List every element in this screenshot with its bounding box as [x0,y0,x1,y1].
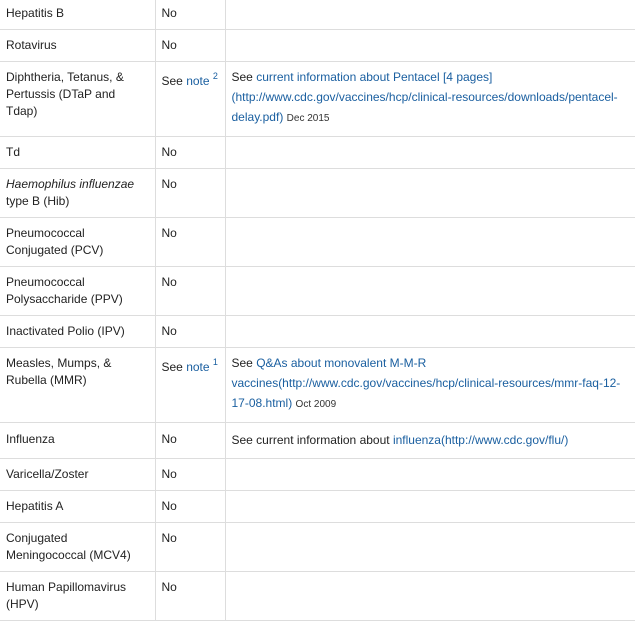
vaccine-status [155,62,225,137]
vaccine-name: Inactivated Polio (IPV) [0,316,155,348]
vaccine-status: No [155,0,225,30]
vaccine-info [225,267,635,316]
status-prefix: See [161,74,183,88]
mmr-faq-link[interactable]: Q&As about monovalent M-M-R vaccines(http://www.cdc.gov/vaccines/hcp/clinical-resources/mmr-faq-12-17-08.html) [231,356,621,410]
vaccine-info [225,572,635,621]
table-row [0,0,635,30]
vaccine-status: No [155,523,225,572]
vaccine-name [0,169,155,218]
vaccine-info [225,491,635,523]
vaccine-status: No [155,218,225,267]
vaccine-name: Pneumococcal Polysaccharide (PPV) [0,267,155,316]
vaccine-info [225,316,635,348]
table-row [0,169,635,218]
status-prefix: See [161,360,183,374]
vaccine-info [225,30,635,62]
vaccine-info [225,218,635,267]
table-row [0,459,635,491]
table-row [0,348,635,423]
vaccine-status: No [155,491,225,523]
vaccine-status [155,348,225,423]
vaccine-name: Hepatitis B [0,0,155,30]
note-superscript[interactable]: 1 [212,357,218,367]
info-prefix: See [231,70,253,84]
vaccine-name: Conjugated Meningococcal (MCV4) [0,523,155,572]
vaccine-info [225,137,635,169]
vaccine-info [225,348,635,423]
note-link[interactable]: note [186,360,210,374]
vaccine-name: Influenza [0,423,155,459]
vaccine-name-rest: type B (Hib) [6,194,70,208]
vaccine-name: Hepatitis A [0,491,155,523]
vaccine-info [225,423,635,459]
vaccine-status: No [155,169,225,218]
info-date: Dec 2015 [286,113,330,124]
vaccine-name: Measles, Mumps, & Rubella (MMR) [0,348,155,423]
vaccine-info [225,523,635,572]
info-prefix: See current information about [231,433,390,447]
influenza-link[interactable]: influenza(http://www.cdc.gov/flu/) [392,433,569,447]
vaccine-name: Td [0,137,155,169]
table-row [0,423,635,459]
vaccine-status: No [155,316,225,348]
vaccine-name: Diphtheria, Tetanus, & Pertussis (DTaP and Tdap) [0,62,155,137]
vaccine-name: Pneumococcal Conjugated (PCV) [0,218,155,267]
vaccine-status: No [155,267,225,316]
vaccine-status: No [155,30,225,62]
vaccine-status: No [155,572,225,621]
vaccine-info [225,459,635,491]
table-row [0,30,635,62]
vaccine-status: No [155,459,225,491]
info-prefix: See [231,356,253,370]
vaccine-status: No [155,137,225,169]
table-row [0,218,635,267]
table-row [0,267,635,316]
vaccine-name: Varicella/Zoster [0,459,155,491]
vaccine-name: Human Papillomavirus (HPV) [0,572,155,621]
pentacel-info-link[interactable]: current information about Pentacel [4 pages] (http://www.cdc.gov/vaccines/hcp/clinical-resources/downloads/pentacel-delay.pdf) [231,70,618,124]
table-row [0,137,635,169]
note-superscript[interactable]: 2 [212,71,218,81]
table-row [0,62,635,137]
vaccine-name-italic: Haemophilus influenzae [6,177,135,191]
vaccine-info [225,0,635,30]
table-row [0,572,635,621]
table-row [0,523,635,572]
vaccine-info [225,62,635,137]
vaccine-status: No [155,423,225,459]
table-row [0,316,635,348]
vaccine-name: Rotavirus [0,30,155,62]
note-link[interactable]: note [186,74,210,88]
table-row [0,491,635,523]
vaccine-info [225,169,635,218]
info-date: Oct 2009 [295,399,337,410]
